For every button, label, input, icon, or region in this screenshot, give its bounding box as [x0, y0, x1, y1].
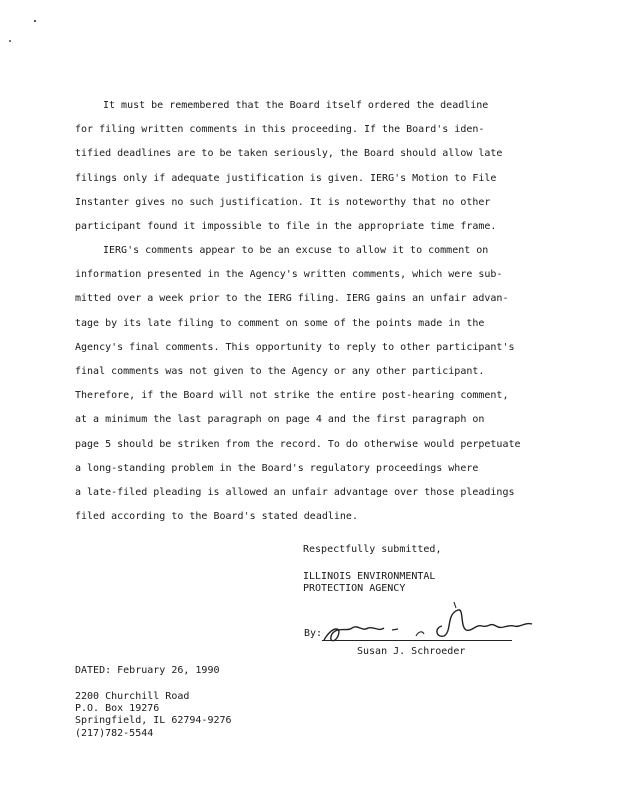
text-line: filed according to the Board's stated deadline.	[75, 511, 358, 523]
by-label: By:	[304, 628, 323, 639]
address-block	[75, 691, 232, 740]
address-line: P.O. Box 19276	[75, 703, 160, 715]
address-line: (217)782-5544	[75, 727, 154, 739]
text-line: at a minimum the last paragraph on page 4 and the first paragraph on	[75, 414, 485, 426]
text-line: information presented in the Agency's written comments, which were sub-	[75, 269, 503, 281]
paragraph-2	[75, 239, 535, 529]
address-line: Springfield, IL 62794-9276	[75, 715, 232, 727]
text-line: participant found it impossible to file in the appropriate time frame.	[75, 220, 497, 232]
paragraph-1	[75, 94, 535, 239]
text-line: mitted over a week prior to the IERG filing. IERG gains an unfair advan-	[75, 293, 509, 305]
signature-line	[322, 640, 512, 641]
closing-text: Respectfully submitted,	[303, 544, 442, 555]
signer-name: Susan J. Schroeder	[357, 646, 466, 657]
text-line: Therefore, if the Board will not strike the entire post-hearing comment,	[75, 390, 509, 402]
agency-name-line-2: PROTECTION AGENCY	[303, 583, 406, 594]
text-line: a late-filed pleading is allowed an unfair advantage over those pleadings	[75, 486, 515, 498]
text-line: final comments was not given to the Agency or any other participant.	[75, 365, 485, 377]
handwritten-signature	[318, 596, 548, 652]
scan-speck	[9, 40, 11, 42]
text-line: filings only if adequate justification is given. IERG's Motion to File	[75, 172, 497, 184]
address-line: 2200 Churchill Road	[75, 691, 190, 702]
text-line: IERG's comments appear to be an excuse to allow it to comment on	[103, 245, 489, 256]
text-line: page 5 should be striken from the record. To do otherwise would perpetuate	[75, 438, 521, 450]
scan-speck	[34, 20, 36, 22]
text-line: tified deadlines are to be taken seriously, the Board should allow late	[75, 148, 503, 160]
dated-line: DATED: February 26, 1990	[75, 665, 220, 676]
text-line: Agency's final comments. This opportunity to reply to other participant's	[75, 341, 515, 353]
text-line: It must be remembered that the Board itself ordered the deadline	[103, 100, 489, 111]
text-line: tage by its late filing to comment on some of the points made in the	[75, 317, 485, 329]
text-line: a long-standing problem in the Board's regulatory proceedings where	[75, 462, 479, 474]
text-line: for filing written comments in this proceeding. If the Board's iden-	[75, 124, 485, 136]
text-line: Instanter gives no such justification. It is noteworthy that no other	[75, 196, 491, 208]
agency-name-line-1: ILLINOIS ENVIRONMENTAL	[303, 571, 436, 582]
